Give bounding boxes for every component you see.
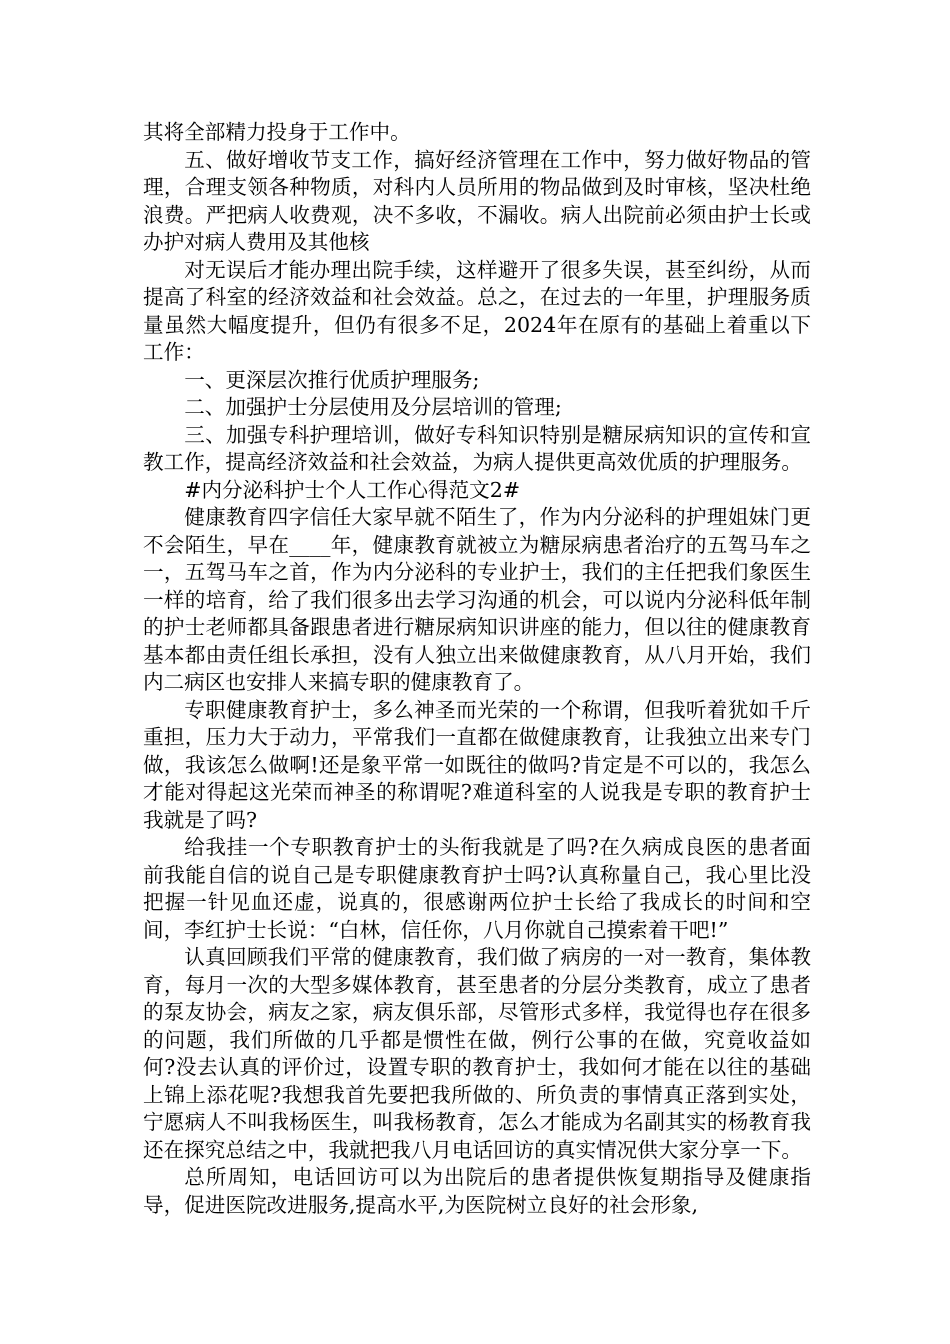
paragraph-review: 认真回顾我们平常的健康教育，我们做了病房的一对一教育，集体教育，每月一次的大型多媒体教育，甚至患者的分层分类教育，成立了患者的泵友协会，病友之家，病友俱乐部，尽管形式多样，我觉得也存在很多的问题，我们所做的几乎都是惯性在做，例行公事的在做，究竟收益如何?没去认真的评价过，设置专职的教育护士，我如何才能在以往的基础上锦上添花呢?我想我首先要把我所做的、所负责的事情真正落到实处，宁愿病人不叫我杨医生，叫我杨教育，怎么才能成为名副其实的杨教育我还在探究总结之中，我就把我八月电话回访的真实情况供大家分享一下。 <box>143 945 811 1162</box>
document-body <box>143 119 811 1219</box>
list-item-three: 三、加强专科护理培训，做好专科知识特别是糖尿病知识的宣传和宣教工作，提高经济效益和社会效益，为病人提供更高效优质的护理服务。 <box>143 422 811 474</box>
paragraph-health-education: 健康教育四字信任大家早就不陌生了，作为内分泌科的护理姐妹门更不会陌生，早在____年，健康教育就被立为糖尿病患者治疗的五驾马车之一，五驾马车之首，作为内分泌科的专业护士，我们的主任把我们象医生一样的培育，给了我们很多出去学习沟通的机会，可以说内分泌科低年制的护士老师都具备跟患者进行糖尿病知识讲座的能力，但以往的健康教育基本都由责任组长承担，没有人独立出来做健康教育，从八月开始，我们内二病区也安排人来搞专职的健康教育了。 <box>143 505 811 694</box>
section-heading: #内分泌科护士个人工作心得范文2# <box>184 477 521 502</box>
paragraph-title-question: 给我挂一个专职教育护士的头衔我就是了吗?在久病成良医的患者面前我能自信的说自己是专职健康教育护士吗?认真称量自己，我心里比没把握一针见血还虚，说真的，很感谢两位护士长给了我成长的时间和空间，李红护士长说：“白林，信任你，八月你就自己摸索着干吧!” <box>143 835 811 942</box>
paragraph-phone-followup: 总所周知，电话回访可以为出院后的患者提供恢复期指导及健康指导，促进医院改进服务,提高水平,为医院树立良好的社会形象, <box>143 1165 811 1217</box>
list-item-two: 二、加强护士分层使用及分层培训的管理; <box>184 395 562 419</box>
paragraph-dedicated-nurse: 专职健康教育护士，多么神圣而光荣的一个称谓，但我听着犹如千斤重担，压力大于动力，平常我们一直都在做健康教育，让我独立出来专门做，我该怎么做啊!还是象平常一如既往的做吗?肯定是不可以的，我怎么才能对得起这光荣而神圣的称谓呢?难道科室的人说我是专职的教育护士我就是了吗? <box>143 697 811 832</box>
paragraph-continuation: 其将全部精力投身于工作中。 <box>143 120 411 144</box>
list-item-one: 一、更深层次推行优质护理服务; <box>184 367 480 392</box>
paragraph-summary: 对无误后才能办理出院手续，这样避开了很多失误，甚至纠纷，从而提高了科室的经济效益和社会效益。总之，在过去的一年里，护理服务质量虽然大幅度提升，但仍有很多不足，2024年在原有的基础上着重以下工作： <box>143 257 811 364</box>
paragraph-item-five: 五、做好增收节支工作，搞好经济管理在工作中，努力做好物品的管理，合理支领各种物质，对科内人员所用的物品做到及时审核，坚决杜绝浪费。严把病人收费观，决不多收，不漏收。病人出院前必须由护士长或办护对病人费用及其他核 <box>143 147 811 254</box>
